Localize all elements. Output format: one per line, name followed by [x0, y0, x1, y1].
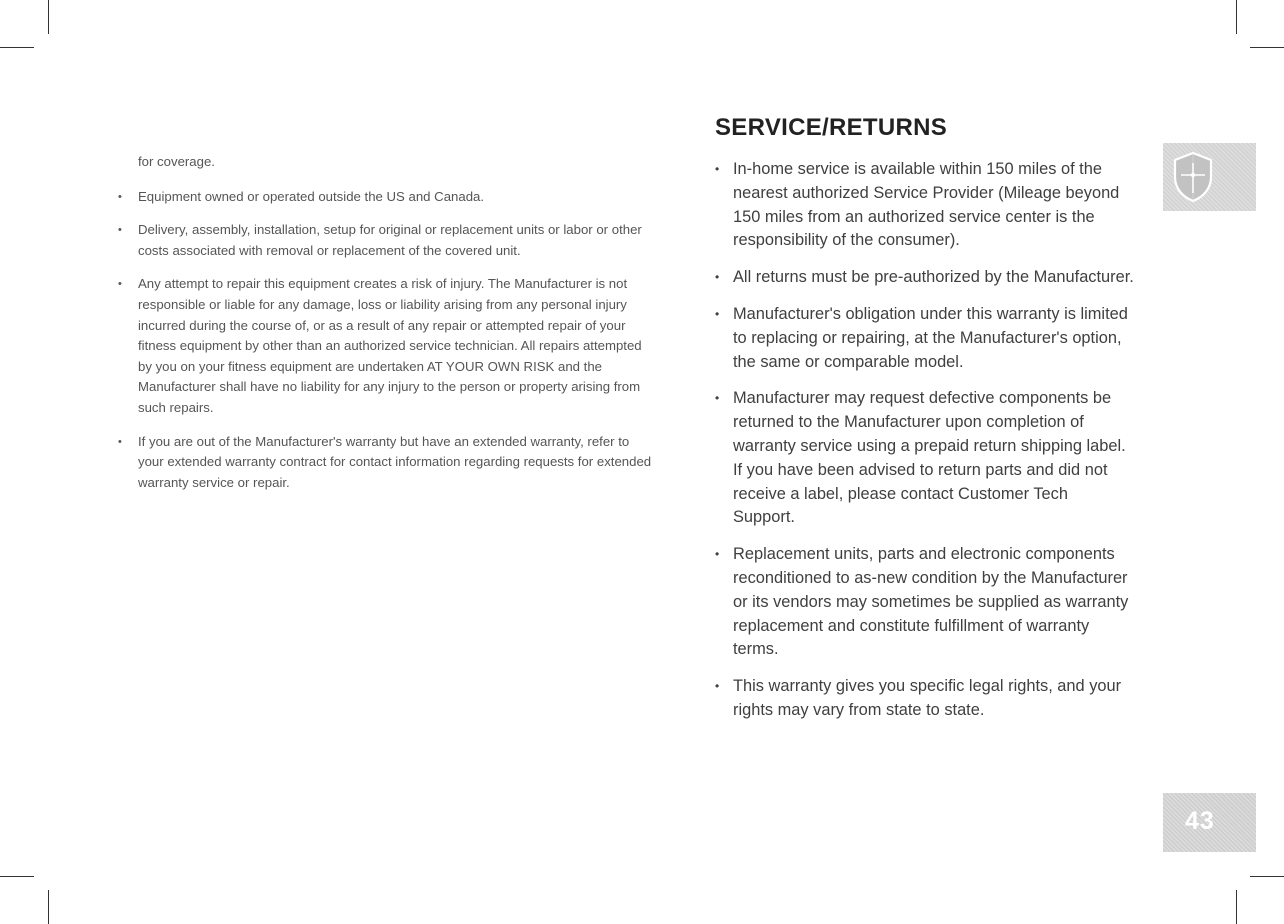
bullet: •	[715, 679, 720, 694]
bullet: •	[118, 224, 122, 237]
list-item	[118, 187, 658, 208]
list-item	[118, 432, 658, 494]
list-item-text: Manufacturer may request defective components be returned to the Manufacturer upon completion of warranty service using a prepaid return shipping label. If you have been advised to return parts and did not receive a label, please contact Customer Tech Support.	[733, 389, 1126, 527]
crop-mark-bottom-right	[1236, 890, 1237, 924]
bullet: •	[715, 270, 720, 285]
list-item-text: Any attempt to repair this equipment creates a risk of injury. The Manufacturer is not responsible or liable for any damage, loss or liability arising from any personal injury incurred during the course of, or as a result of any repair or attempted repair of your fitness equipment by other than an authorized service technician. All repairs attempted by you on your fitness equipment are undertaken AT YOUR OWN RISK and the Manufacturer shall have no liability for any injury to the person or property arising from such repairs.	[138, 276, 642, 415]
list-item	[118, 220, 658, 261]
crop-mark-top-left-h	[0, 47, 34, 48]
list-item	[714, 675, 1134, 723]
bullet: •	[715, 547, 720, 562]
list-item-text: In-home service is available within 150 miles of the nearest authorized Service Provider (Mileage beyond 150 miles from an authorized service center is the responsibility of the consumer).	[733, 160, 1120, 250]
page-number: 43	[1185, 807, 1215, 835]
list-item	[714, 303, 1134, 374]
crop-mark-top-right	[1236, 0, 1237, 34]
lead-text: for coverage.	[138, 154, 215, 169]
service-returns-list	[714, 158, 1134, 723]
section-tab	[1163, 143, 1256, 211]
left-column	[118, 152, 658, 506]
exclusions-list	[118, 187, 658, 494]
list-item-text: All returns must be pre-authorized by the Manufacturer.	[733, 268, 1134, 287]
bullet: •	[118, 278, 122, 291]
list-item-text: If you are out of the Manufacturer's warranty but have an extended warranty, refer to your extended warranty contract for contact information regarding requests for extended warranty service or repair.	[138, 433, 652, 490]
list-item	[118, 274, 658, 418]
section-title: SERVICE/RETURNS	[715, 114, 948, 141]
crop-mark-top-right-h	[1250, 47, 1284, 48]
list-item-text: Delivery, assembly, installation, setup for original or replacement units or labor or other costs associated with removal or replacement of the covered unit.	[138, 222, 642, 258]
list-item	[714, 387, 1134, 530]
bullet: •	[715, 162, 720, 176]
right-column	[714, 114, 1134, 736]
list-item	[714, 158, 1134, 253]
crop-mark-bottom-right-h	[1250, 876, 1284, 877]
bullet: •	[118, 190, 122, 203]
bullet: •	[118, 435, 122, 448]
crop-mark-top-left	[48, 0, 49, 34]
list-item	[714, 543, 1134, 662]
crop-mark-bottom-left-h	[0, 876, 34, 877]
list-item-text: Manufacturer's obligation under this warranty is limited to replacing or repairing, at the Manufacturer's option, the same or comparable model.	[733, 304, 1128, 371]
list-item-text: Replacement units, parts and electronic components reconditioned to as-new condition by the Manufacturer or its vendors may sometimes be supplied as warranty replacement and constitute fulfillment of warranty terms.	[733, 545, 1129, 659]
page-number-tab	[1163, 793, 1256, 852]
shield-cross-icon	[1171, 151, 1215, 203]
list-item-text: Equipment owned or operated outside the US and Canada.	[138, 188, 485, 204]
crop-mark-bottom-left	[48, 890, 49, 924]
bullet: •	[715, 391, 720, 406]
bullet: •	[715, 306, 720, 321]
list-item	[714, 266, 1134, 290]
list-item-text: This warranty gives you specific legal rights, and your rights may vary from state to state.	[733, 677, 1122, 719]
